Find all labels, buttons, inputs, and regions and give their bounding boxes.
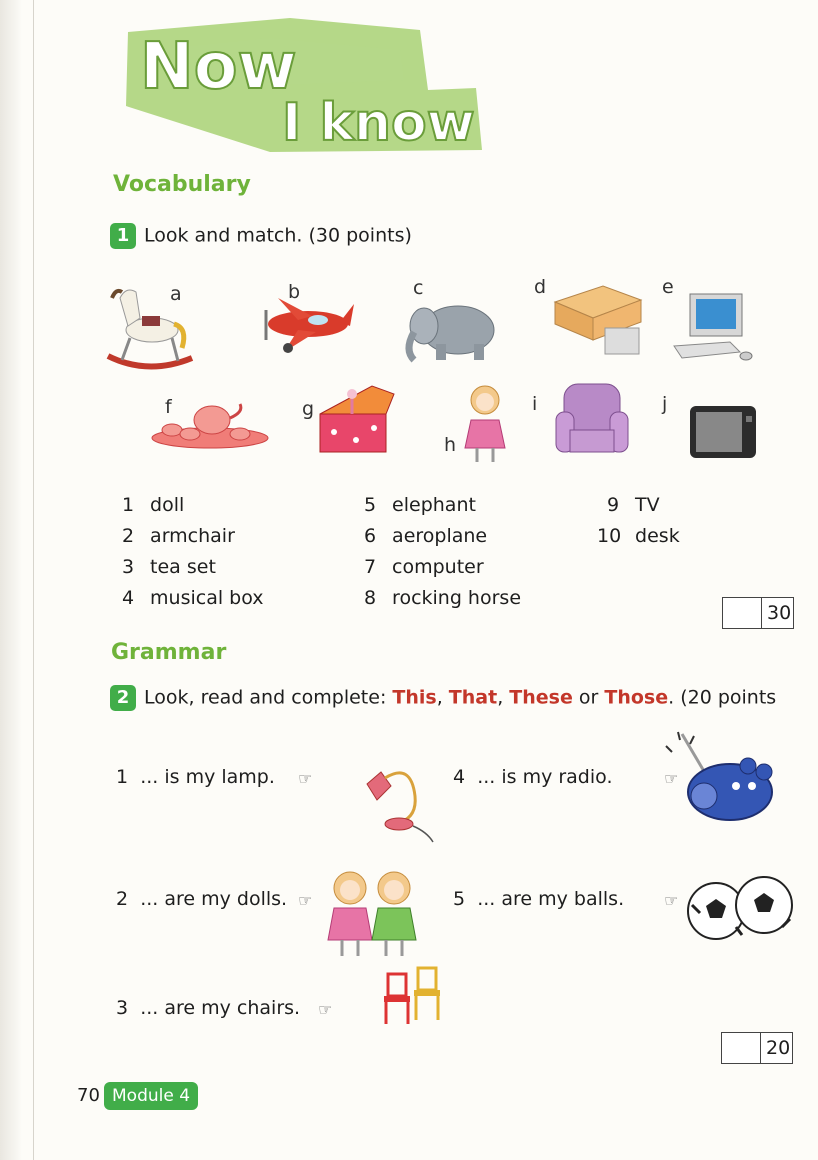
chairs-picture (378, 966, 450, 1028)
armchair-picture (552, 380, 634, 462)
doll-picture (455, 382, 515, 464)
picture-letter-c: c (413, 277, 424, 299)
balls-picture (686, 875, 794, 943)
sentence-4: 4 ... is my radio. (453, 766, 613, 788)
title-line-1: Now (140, 30, 297, 104)
word-item: 3 tea set (122, 556, 216, 578)
score-box-grammar[interactable] (721, 1032, 793, 1064)
word-item: 10 desk (597, 525, 680, 547)
module-badge: Module 4 (104, 1082, 198, 1110)
score-entry-cell[interactable] (723, 598, 762, 628)
exercise-2-number: 2 (110, 685, 136, 711)
word-item: 5 elephant (364, 494, 476, 516)
pointing-hand-icon: ☞ (318, 1000, 333, 1019)
picture-letter-d: d (534, 276, 547, 298)
picture-letter-g: g (302, 398, 315, 420)
exercise-2-instruction: 2 Look, read and complete: This, That, These or Those. (20 points (110, 685, 776, 711)
score-entry-cell[interactable] (722, 1033, 761, 1063)
exercise-1-text: Look and match. (30 points) (144, 224, 412, 247)
exercise-1-instruction (110, 223, 412, 249)
option-those: Those (604, 686, 669, 709)
pointing-hand-icon: ☞ (298, 769, 313, 788)
score-max: 20 (766, 1037, 791, 1059)
desk-picture (545, 278, 645, 358)
picture-letter-h: h (444, 434, 457, 456)
word-item: 9 TV (607, 494, 660, 516)
word-item: 2 armchair (122, 525, 235, 547)
dolls-picture (320, 868, 424, 960)
pointing-hand-icon: ☞ (664, 891, 679, 910)
option-this: This (392, 686, 437, 709)
picture-letter-a: a (170, 283, 182, 305)
elephant-picture (400, 298, 500, 368)
sentence-3: 3 ... are my chairs. (116, 997, 301, 1019)
sentence-2: 2 ... are my dolls. (116, 888, 288, 910)
grammar-heading: Grammar (111, 640, 227, 665)
margin-line (33, 0, 34, 1160)
computer-picture (670, 290, 755, 365)
picture-letter-e: e (662, 276, 674, 298)
score-box-vocabulary[interactable] (722, 597, 794, 629)
aeroplane-picture (258, 292, 358, 362)
word-item: 1 doll (122, 494, 185, 516)
now-i-know-title (120, 10, 490, 160)
option-these: These (509, 686, 573, 709)
score-max: 30 (767, 602, 792, 624)
pointing-hand-icon: ☞ (298, 891, 313, 910)
radio-picture (660, 726, 780, 826)
word-item: 8 rocking horse (364, 587, 522, 609)
option-that: That (448, 686, 498, 709)
word-item: 7 computer (364, 556, 484, 578)
picture-letter-b: b (288, 281, 301, 303)
picture-letter-f: f (165, 396, 172, 418)
exercise-1-number: 1 (110, 223, 136, 249)
rocking-horse-picture (100, 278, 195, 373)
pointing-hand-icon: ☞ (664, 769, 679, 788)
tv-picture (688, 402, 760, 464)
title-line-2: I know (282, 93, 475, 153)
tea-set-picture (150, 398, 270, 453)
word-item: 6 aeroplane (364, 525, 488, 547)
vocabulary-heading: Vocabulary (113, 172, 251, 197)
word-item: 4 musical box (122, 587, 264, 609)
musical-box-picture (316, 376, 398, 458)
page-number: 70 (77, 1085, 100, 1106)
sentence-5: 5 ... are my balls. (453, 888, 625, 910)
lamp-picture (355, 766, 440, 846)
book-spine-shadow (0, 0, 22, 1160)
picture-letter-j: j (662, 393, 668, 415)
sentence-1: 1 ... is my lamp. (116, 766, 275, 788)
picture-letter-i: i (532, 393, 538, 415)
